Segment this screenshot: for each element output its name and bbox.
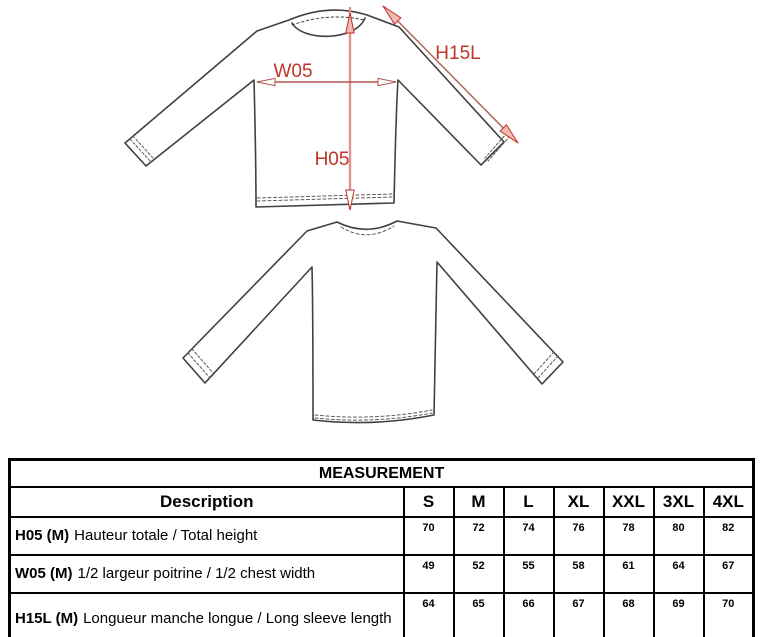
measure-value: 55	[504, 555, 554, 593]
measure-code: H05 (M)	[15, 527, 70, 545]
measure-value: 66	[504, 593, 554, 637]
total-height-label: H05	[314, 149, 350, 170]
measure-value: 52	[454, 555, 504, 593]
column-header-size-s: S	[404, 487, 454, 517]
table-row-total-height	[10, 517, 754, 555]
column-header-description: Description	[10, 487, 404, 517]
measure-value: 58	[554, 555, 604, 593]
measure-description	[10, 593, 404, 637]
measure-value: 67	[554, 593, 604, 637]
column-header-size-l: L	[504, 487, 554, 517]
front-shirt-outline	[125, 10, 504, 207]
column-header-size-3xl: 3XL	[654, 487, 704, 517]
column-header-size-xl: XL	[554, 487, 604, 517]
measure-code: W05 (M)	[15, 565, 73, 583]
measure-label: Hauteur totale / Total height	[74, 527, 258, 545]
column-header-size-4xl: 4XL	[704, 487, 754, 517]
measure-value: 70	[404, 517, 454, 555]
table-row-chest-width	[10, 555, 754, 593]
measure-value: 82	[704, 517, 754, 555]
back-view-drawing	[183, 221, 563, 423]
table-header-row	[10, 487, 754, 517]
table-title-row	[10, 460, 754, 488]
measure-description	[10, 555, 404, 593]
measure-description	[10, 517, 404, 555]
measure-code: H15L (M)	[15, 610, 79, 628]
measure-value: 78	[604, 517, 654, 555]
back-shirt-outline	[183, 221, 563, 423]
measure-value: 64	[404, 593, 454, 637]
front-view-drawing	[125, 10, 510, 207]
measure-value: 76	[554, 517, 604, 555]
measure-value: 68	[604, 593, 654, 637]
chest-width-label: W05	[273, 61, 313, 82]
column-header-size-m: M	[454, 487, 504, 517]
column-header-size-xxl: XXL	[604, 487, 654, 517]
measure-label: 1/2 largeur poitrine / 1/2 chest width	[77, 565, 316, 583]
measure-label: Longueur manche longue / Long sleeve length	[83, 610, 392, 628]
table-title: MEASUREMENT	[10, 460, 754, 488]
measure-value: 64	[654, 555, 704, 593]
sleeve-length-label: H15L	[435, 43, 481, 64]
measure-value: 72	[454, 517, 504, 555]
measure-value: 67	[704, 555, 754, 593]
measure-value: 49	[404, 555, 454, 593]
measure-value: 69	[654, 593, 704, 637]
measure-value: 65	[454, 593, 504, 637]
measure-value: 70	[704, 593, 754, 637]
table-row-sleeve-length	[10, 593, 754, 637]
measure-value: 80	[654, 517, 704, 555]
measurement-table	[8, 458, 755, 637]
measure-value: 74	[504, 517, 554, 555]
measure-value: 61	[604, 555, 654, 593]
